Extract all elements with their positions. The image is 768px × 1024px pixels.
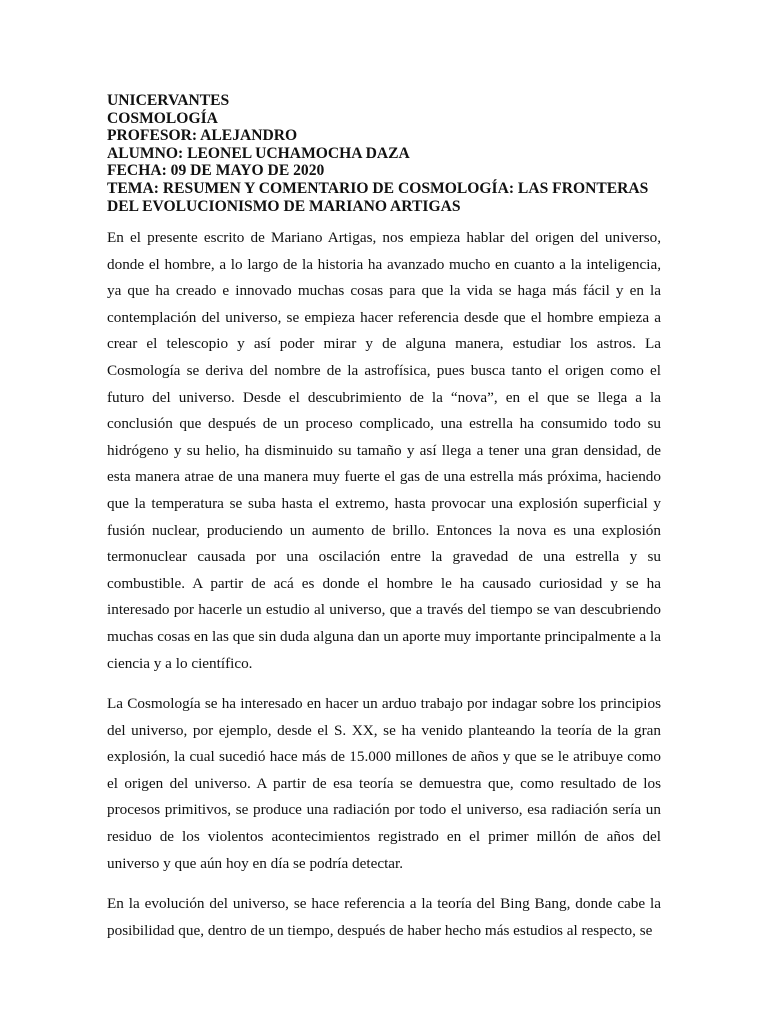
document-body (107, 225, 661, 958)
document-header (107, 92, 667, 215)
institution-heading: UNICERVANTES (107, 92, 230, 109)
topic-heading-line-1: TEMA: RESUMEN Y COMENTARIO DE COSMOLOGÍA: LAS FRONTERAS (107, 179, 649, 197)
body-paragraph-3: En la evolución del universo, se hace referencia a la teoría del Bing Bang, donde cabe la posibilidad que, dentro de un tiempo, después de haber hecho más estudios al respecto, se (107, 895, 661, 939)
student-heading: ALUMNO: LEONEL UCHAMOCHA DAZA (107, 144, 410, 162)
body-paragraph-1: En el presente escrito de Mariano Artigas, nos empieza hablar del origen del universo, donde el hombre, a lo largo de la historia ha avanzado mucho en cuanto a la inteligencia, ya que ha creado e innovado muchas cosas para que la vida se haga más fácil y en la contemplación del universo, se empieza hacer referencia desde que el hombre empieza a crear el telescopio y así poder mirar y de alguna manera, estudiar los astros. La Cosmología se deriva del nombre de la astrofísica, pues busca tanto el origen como el futuro del universo. Desde el descubrimiento de la “nova”, en el que se llega a la conclusión que después de un proceso complicado, una estrella ha consumido todo su hidrógeno y su helio, ha disminuido su tamaño y así llega a tener una gran densidad, de esta manera atrae de una manera muy fuerte el gas de una estrella más próxima, haciendo que la temperatura se suba hasta el extremo, hasta provocar una explosión superficial y fusión nuclear, produciendo un aumento de brillo. Entonces la nova es una explosión termonuclear causada por una oscilación entre la gravedad de una estrella y su combustible. A partir de acá es donde el hombre le ha causado curiosidad y se ha interesado por hacerle un estudio al universo, que a través del tiempo se van descubriendo muchas cosas en las que sin duda alguna dan un aporte muy importante principalmente a la ciencia y a lo científico. (107, 229, 661, 672)
professor-heading: PROFESOR: ALEJANDRO (107, 127, 298, 145)
topic-heading-line-2: DEL EVOLUCIONISMO DE MARIANO ARTIGAS (107, 197, 461, 215)
subject-heading: COSMOLOGÍA (107, 109, 218, 127)
body-paragraph-2: La Cosmología se ha interesado en hacer un arduo trabajo por indagar sobre los principios del universo, por ejemplo, desde el S. XX, se ha venido planteando la teoría de la gran explosión, la cual sucedió hace más de 15.000 millones de años y que se le atribuye como el origen del universo. A partir de esa teoría se demuestra que, como resultado de los procesos primitivos, se produce una radiación por todo el universo, esa radiación sería un residuo de los violentos acontecimientos registrado en el primer millón de años del universo y que aún hoy en día se podría detectar. (107, 695, 661, 872)
date-heading: FECHA: 09 DE MAYO DE 2020 (107, 162, 325, 180)
